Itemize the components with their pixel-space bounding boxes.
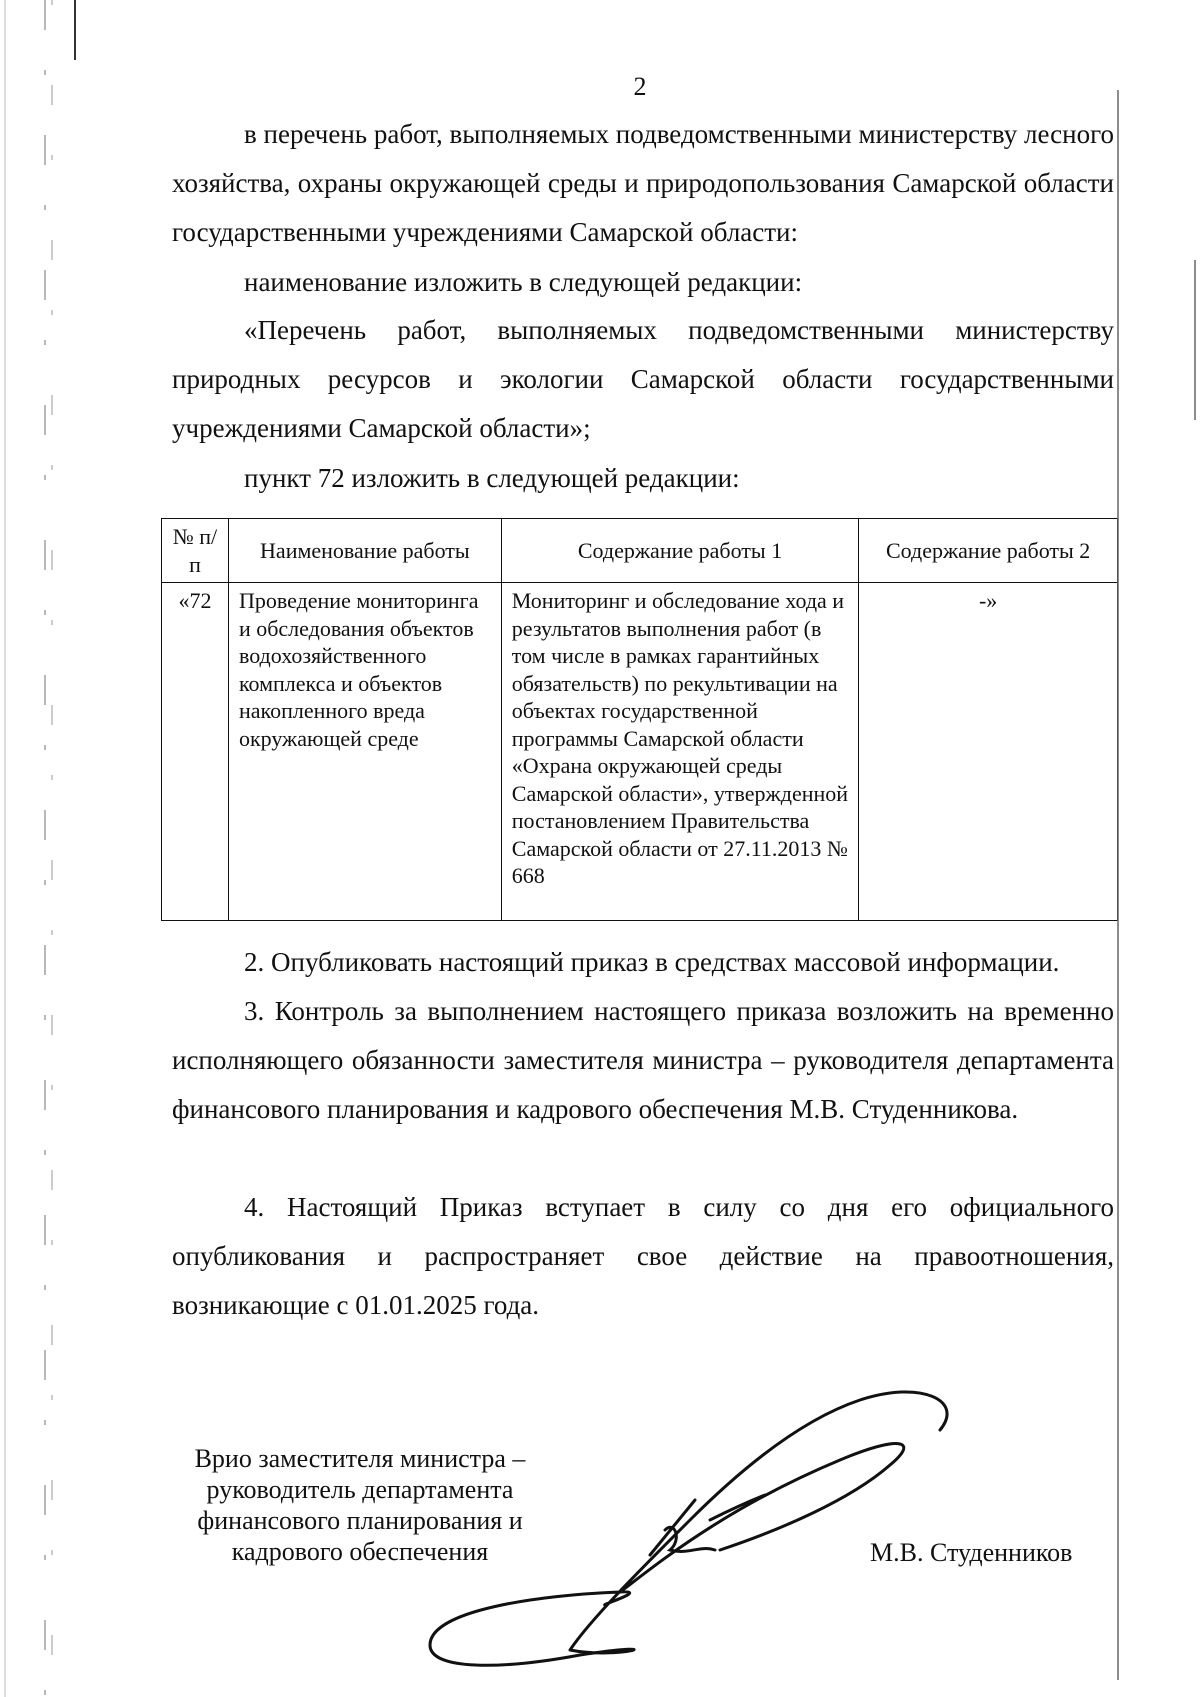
cell-content-1: Мониторинг и обследование хода и результатов выполнения работ (в том числе в рамках гарантийных обязательств) по рекультивации на объектах государственной программы Самарской области «Охрана окружающей среды Самарской области», утвержденной постановлением Правительства Самарской области от 27.11.2013 № 668: [501, 583, 859, 921]
header-content-1: Содержание работы 1: [501, 519, 859, 583]
cell-number: «72: [162, 583, 229, 921]
paragraph-name-instruction: наименование изложить в следующей редакции:: [244, 267, 803, 297]
table-header-row: [162, 519, 1118, 583]
handwritten-signature: [420, 1380, 980, 1680]
works-table: [161, 518, 1118, 921]
position-line: кадрового обеспечения: [231, 1537, 489, 1566]
order-item-3: 3. Контроль за выполнением настоящего приказа возложить на временно исполняющего обязанности заместителя министра – руководителя департамента финансового планирования и кадрового обеспечения М.В. Студенникова.: [172, 996, 1114, 1124]
header-work-name: Наименование работы: [228, 519, 501, 583]
cell-content-2: -»: [859, 583, 1118, 921]
cell-work-name: Проведение мониторинга и обследования объектов водохозяйственного комплекса и объектов накопленного вреда окружающей среде: [228, 583, 501, 921]
position-line: Врио заместителя министра –: [194, 1444, 526, 1473]
signatory-name: М.В. Студенников: [870, 1538, 1073, 1567]
paragraph-list-reference: в перечень работ, выполняемых подведомственными министерству лесного хозяйства, охраны окружающей среды и природопользования Самарской области государственными учреждениями Самарской области:: [172, 119, 1114, 247]
paragraph-item-72-instruction: пункт 72 изложить в следующей редакции:: [244, 463, 740, 493]
page-number: 2: [633, 72, 647, 101]
order-item-4: 4. Настоящий Приказ вступает в силу со дня его официального опубликования и распространяет свое действие на правоотношения, возникающие с 01.01.2025 года.: [172, 1192, 1114, 1320]
header-content-2: Содержание работы 2: [859, 519, 1118, 583]
table-row: [162, 583, 1118, 921]
position-line: руководитель департамента: [206, 1475, 514, 1504]
position-line: финансового планирования и: [197, 1506, 523, 1535]
paragraph-new-title: «Перечень работ, выполняемых подведомственными министерству природных ресурсов и экологии Самарской области государственными учреждениями Самарской области»;: [172, 315, 1114, 443]
order-item-2: 2. Опубликовать настоящий приказ в средствах массовой информации.: [244, 947, 1060, 977]
header-number: № п/п: [162, 519, 229, 583]
